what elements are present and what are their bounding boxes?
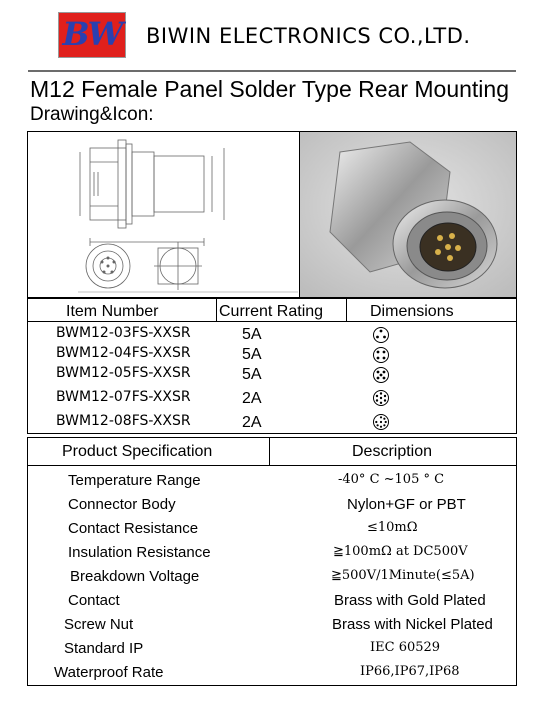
spec-header-product-specification: Product Specification [62,443,213,460]
spec-header-description: Description [352,443,433,460]
items-table-right-border [516,298,517,434]
spec-value: IP66,IP67,IP68 [360,664,460,679]
item-number-cell: BWM12-07FS-XXSR [56,389,191,405]
3-pin-icon [372,326,390,344]
spec-value: ≧100mΩ at DC500V [333,544,468,559]
spec-table-top-border [27,437,517,438]
5-pin-icon [372,366,390,384]
spec-value: ≧500V/1Minute(≤5A) [331,568,475,583]
current-rating-cell: 2A [242,414,262,431]
item-number-cell: BWM12-08FS-XXSR [56,413,191,429]
connector-drawing [28,132,299,297]
page-title: M12 Female Panel Solder Type Rear Mounting [30,76,510,102]
spec-value: IEC 60529 [370,640,441,655]
spec-label: Contact [68,592,120,609]
spec-label: Screw Nut [64,616,134,633]
spec-table-header-divider [27,465,517,466]
items-table-header-divider [27,321,517,322]
current-rating-cell: 5A [242,346,262,363]
spec-label: Waterproof Rate [54,664,164,681]
spec-table-bottom-border [27,685,517,686]
connector-photo [299,131,517,298]
items-table-top-border [27,298,517,299]
item-number-cell: BWM12-03FS-XXSR [56,325,191,341]
spec-value: -40° C ~105 ° C [338,472,445,487]
current-rating-cell: 5A [242,326,262,343]
items-header-dimensions: Dimensions [370,303,454,320]
spec-label: Contact Resistance [68,520,199,537]
company-name: BIWIN ELECTRONICS CO.,LTD. [146,24,471,48]
spec-value: Nylon+GF or PBT [347,496,466,513]
items-table-col-divider-1 [216,298,217,322]
spec-table-right-border [516,437,517,686]
items-table-bottom-border [27,433,517,434]
company-logo [58,12,126,58]
spec-value: Brass with Nickel Plated [332,616,493,633]
item-number-cell: BWM12-04FS-XXSR [56,345,191,361]
4-pin-icon [372,346,390,364]
items-table-col-divider-2 [346,298,347,322]
items-header-item-number: Item Number [66,303,159,320]
item-number-cell: BWM12-05FS-XXSR [56,365,191,381]
spec-label: Temperature Range [68,472,201,489]
spec-label: Breakdown Voltage [70,568,200,585]
spec-label: Connector Body [68,496,176,513]
current-rating-cell: 2A [242,390,262,407]
spec-table-left-border [27,437,28,686]
spec-label: Standard IP [64,640,144,657]
section-subtitle: Drawing&Icon: [30,104,154,125]
connector-photo-image [300,132,516,297]
items-header-current-rating: Current Rating [219,303,324,320]
current-rating-cell: 5A [242,366,262,383]
spec-label: Insulation Resistance [68,544,211,561]
spec-value: Brass with Gold Plated [334,592,486,609]
items-table-left-border [27,298,28,434]
spec-value: ≤10mΩ [367,520,418,535]
8-pin-icon [372,413,390,431]
spec-table-col-divider [269,437,270,466]
logo-text: BW [62,15,122,53]
header-divider [28,70,516,72]
technical-drawing [27,131,300,298]
7-pin-icon [372,389,390,407]
